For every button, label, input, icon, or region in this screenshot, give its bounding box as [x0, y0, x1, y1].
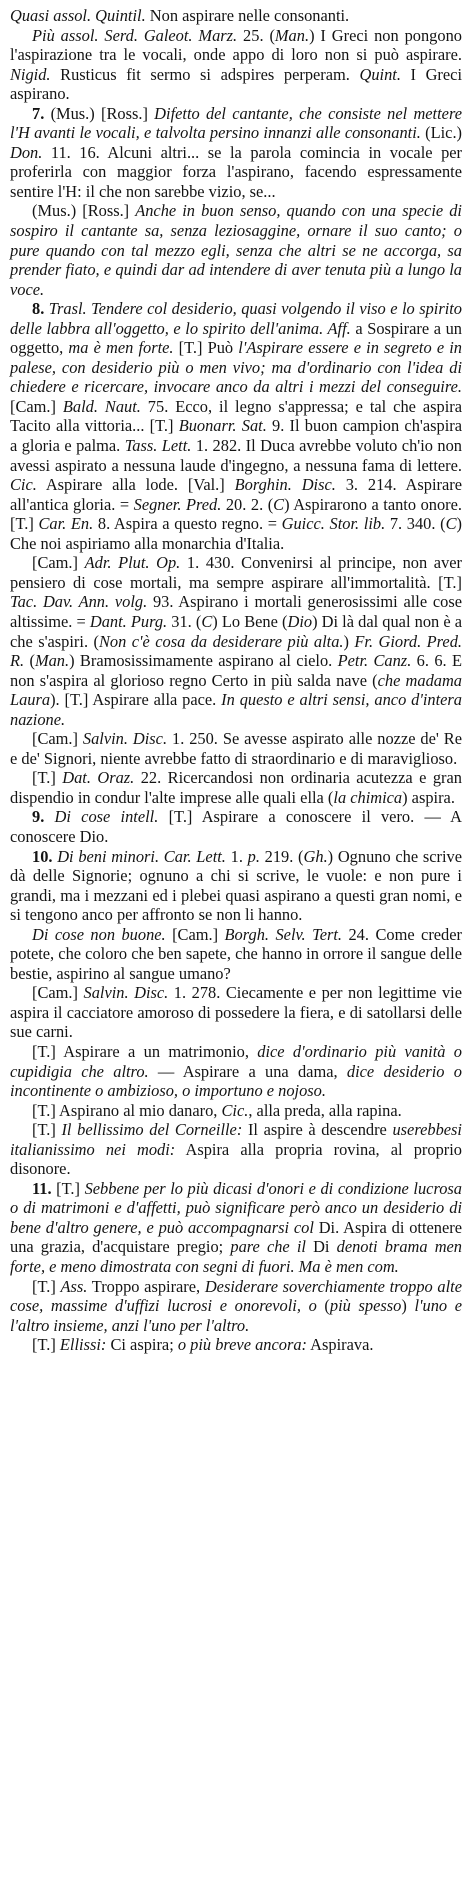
body-text: (Mus.) [Ross.]: [32, 201, 136, 221]
italic-text: In questo e altri sensi, anco d'intera nazione.: [10, 690, 463, 729]
sense-number: 9.: [32, 807, 45, 827]
italic-text: Ellissi:: [59, 1335, 107, 1355]
body-text: Aspirava.: [306, 1335, 374, 1355]
italic-text: Più assol. Serd. Galeot. Marz.: [32, 25, 238, 45]
italic-text: Man.: [34, 651, 70, 671]
body-text: [T.] Può: [173, 338, 239, 358]
italic-text: Man.: [274, 25, 310, 45]
italic-text: Dio: [287, 611, 313, 631]
body-text: (: [24, 651, 35, 671]
italic-text: Tass. Lett.: [124, 436, 192, 456]
entry-paragraph: [10, 1335, 462, 1355]
italic-text: C: [201, 611, 213, 631]
italic-text: Petr. Canz.: [337, 651, 412, 671]
italic-text: Dant. Purg.: [89, 611, 168, 631]
body-text: [T.]: [32, 1335, 60, 1355]
sense-number: 7.: [32, 103, 45, 123]
sense-number: 8.: [32, 299, 45, 319]
italic-text: Difetto del cantante, che consiste nel mettere l'H avanti le vocali, e talvolta persino innanzi alle consonanti.: [10, 103, 462, 143]
italic-text: Anche in buon senso, quando con una specie di sospiro il cantante sa, senza leziosaggine, ornare il suo canto; o pure quando con tal mezzo egli, senza che altri se ne accorga, sa prender fiato, e quindi dar ad intendere di aver tenuta più a lungo la voce.: [10, 201, 462, 299]
body-text: 25. (: [237, 25, 275, 45]
italic-text: Don.: [10, 142, 43, 162]
body-text: 1. 278. Ciecamente e per non legittime vie aspira il cacciatore amoroso di possedere la fiera, e di satollarsi delle sue carni.: [10, 983, 462, 1042]
body-text: 75. Ecco, il legno s'appressa; e tal che aspira Tacito alla vittoria... [T.]: [10, 396, 462, 436]
italic-text: Borghin. Disc.: [234, 475, 336, 495]
italic-text: Fr. Giord. Pred. R.: [10, 631, 462, 671]
body-text: [Cam.]: [165, 924, 225, 944]
italic-text: Il bellissimo del Corneille:: [61, 1120, 243, 1140]
italic-text: Adr. Plut. Op.: [84, 553, 181, 573]
entry-paragraph: [10, 1277, 462, 1336]
body-text: [T.]: [32, 1120, 62, 1140]
body-text: ) aspira.: [402, 787, 455, 807]
italic-text: Ass.: [60, 1276, 88, 1296]
body-text: ) Bramosissimamente aspirano al cielo.: [69, 651, 338, 671]
body-text: 11. 16. Alcuni altri... se la parola comincia in vocale per proferirla con maggior forza l'aspirano, facendo espressamente sentire l'H: il che non sarebbe vizio, se...: [10, 142, 462, 201]
body-text: , alla preda, alla rapina.: [248, 1100, 402, 1120]
body-text: [44, 807, 54, 826]
body-text: 7. 340. (: [385, 514, 446, 534]
italic-text: Tac. Dav. Ann. volg.: [10, 592, 148, 612]
body-text: 6. 6. E non s'aspira al glorioso regno Certo in più salda nave (: [10, 651, 462, 690]
body-text: Ci aspira;: [106, 1335, 178, 1355]
italic-text: denoti brama men forte, e meno dimostrata con segni di fuori. Ma è men com.: [10, 1237, 463, 1276]
body-text: [T.] Aspirano al mio danaro,: [32, 1100, 222, 1120]
italic-text: Cic.: [221, 1100, 249, 1120]
body-text: 8. Aspira a questo regno. =: [93, 514, 282, 534]
body-text: 22. Ricercandosi non ordinaria acutezza e gran dispendio in condur l'alte imprese alle quali ella (: [10, 768, 462, 807]
body-text: [T.] Aspirare a un matrimonio,: [32, 1041, 258, 1061]
body-text: 1.: [225, 846, 248, 866]
italic-text: Cic.: [10, 475, 37, 495]
italic-text: l'Aspirare essere e in segreto e in palese, con desiderio più o men vivo; ma d'ordinario con l'idea di chiedere e ricercare, invocare anco da altri i mezzi del conseguire.: [10, 338, 462, 397]
italic-text: Di beni minori. Car. Lett.: [57, 846, 226, 866]
body-text: Il aspire à descendre: [242, 1120, 393, 1140]
entry-paragraph: [10, 729, 462, 768]
body-text: ) Aspirarono a tanto onore. [T.]: [10, 494, 462, 534]
italic-text: Quasi assol. Quintil.: [10, 6, 146, 25]
body-text: ) Lo Bene (: [212, 611, 288, 631]
italic-text: Guicc. Stor. lib.: [281, 514, 386, 534]
body-text: 20. 2. (: [221, 494, 274, 514]
body-text: Di. Aspira di ottenere una grazia, d'acquistare pregio;: [10, 1217, 462, 1257]
body-text: ) Di là dal qual non è a che s'aspiri. (: [10, 611, 463, 651]
body-text: (: [316, 1296, 330, 1316]
body-text: (Lic.): [420, 123, 463, 143]
italic-text: Nigid.: [10, 64, 51, 84]
italic-text: Di cose intell.: [54, 807, 159, 827]
italic-text: che madama Laura: [10, 670, 462, 710]
body-text: 219. (: [259, 846, 304, 866]
italic-text: Di cose non buone.: [32, 924, 166, 944]
entry-paragraph: [10, 201, 462, 299]
body-text: ). [T.] Aspirare alla pace.: [50, 690, 222, 710]
body-text: — Aspirare a una dama,: [148, 1061, 347, 1081]
body-text: [T.]: [32, 1276, 61, 1296]
entry-paragraph: [10, 807, 462, 846]
entry-paragraph: [10, 1179, 462, 1277]
body-text: Di: [305, 1237, 337, 1257]
italic-text: pare che il: [230, 1237, 306, 1257]
italic-text: Buonarr. Sat.: [178, 416, 267, 436]
entry-paragraph: [10, 768, 462, 807]
body-text: 3. 214. Aspirare all'antica gloria. =: [10, 475, 462, 514]
entry-paragraph: [10, 847, 462, 925]
italic-text: Bald. Naut.: [62, 396, 141, 416]
body-text: [T.]: [51, 1178, 85, 1198]
body-text: Aspira alla propria rovina, al proprio disonore.: [10, 1139, 462, 1179]
body-text: a Sospirare a un oggetto,: [10, 318, 462, 358]
italic-text: dice desiderio o incontinente o ambizioso, o importuno e nojoso.: [10, 1061, 462, 1101]
entry-paragraph: [10, 1101, 462, 1121]
sense-number: 10.: [32, 846, 53, 866]
body-text: (Mus.) [Ross.]: [44, 103, 155, 123]
entry-paragraph: [10, 26, 462, 104]
body-text: Rusticus fit sermo si adspires perperam.: [50, 64, 360, 84]
italic-text: l'uno e l'altro insieme, anzi l'uno per l'altro.: [10, 1296, 463, 1335]
body-text: 1. 282. Il Duca avrebbe voluto ch'io non avessi aspirato a nessuna laude d'ingegno, a nessuna fama di lettere.: [10, 436, 462, 475]
italic-text: dice d'ordinario più vanità o cupidigia che altro.: [10, 1041, 462, 1081]
body-text: [Cam.]: [10, 396, 63, 416]
italic-text: Salvin. Disc.: [82, 729, 168, 749]
entry-paragraph: [10, 6, 462, 26]
body-text: 93. Aspirano i mortali generosissimi alle cose altissime. =: [10, 592, 463, 631]
italic-text: Quint.: [359, 64, 401, 84]
entry-paragraph: [10, 104, 462, 202]
body-text: 1. 430. Convenirsi al principe, non aver pensiero di cose mortali, ma sempre aspirare all'immortalità. [T.]: [10, 553, 462, 592]
body-text: 24. Come creder potete, che coloro che ben sapete, che hanno in orrore il sangue delle bestie, aspirino al sangue umano?: [10, 924, 462, 983]
italic-text: C: [445, 514, 457, 534]
italic-text: la chimica: [333, 787, 403, 807]
body-text: ) Che noi aspiriamo alla monarchia d'Italia.: [10, 514, 462, 553]
body-text: [Cam.]: [32, 729, 83, 749]
body-text: ) I Greci non pongono l'aspirazione tra le vocali, onde appo di loro non si può aspirare.: [10, 25, 462, 65]
body-text: 9. Il buon campion ch'aspira a gloria e palma.: [10, 416, 462, 456]
italic-text: userebbesi italianissimo nei modi:: [10, 1120, 462, 1159]
sense-number: 11.: [32, 1178, 52, 1198]
entry-paragraph: [10, 553, 462, 729]
italic-text: C: [273, 494, 285, 514]
body-text: I Greci aspirano.: [10, 64, 462, 104]
italic-text: Gh.: [303, 846, 328, 866]
italic-text: Sebbene per lo più dicasi d'onori e di condizione lucrosa o di matrimoni e d'affetti, può significare però anco un desiderio di bene d'altro genere, e può accompagnarsi col: [10, 1178, 462, 1237]
italic-text: ma è men forte.: [68, 338, 174, 358]
italic-text: Segner. Pred.: [133, 494, 222, 514]
body-text: Aspirare alla lode. [Val.]: [36, 475, 235, 495]
body-text: ) Ognuno che scrive dà delle Signorie; ognuno a chi si scrive, le vuole: e non pure i grandi, ma i mezzani ed i plebei quasi aspirano a questi gran nomi, e si tengono anco per affronto se non li hanno.: [10, 846, 462, 925]
italic-text: Borgh. Selv. Tert.: [224, 924, 343, 944]
italic-text: p.: [247, 846, 260, 866]
body-text: [T.]: [32, 768, 63, 788]
italic-text: o più breve ancora:: [177, 1335, 307, 1355]
body-text: ): [401, 1296, 415, 1316]
body-text: Non aspirare nelle consonanti.: [145, 6, 350, 25]
italic-text: Trasl. Tendere col desiderio, quasi volgendo il viso e lo spirito delle labbra all'oggetto, e lo spirito dell'anima. Aff.: [10, 299, 462, 338]
italic-text: più spesso: [329, 1296, 402, 1316]
entry-paragraph: [10, 299, 462, 553]
italic-text: Car. En.: [38, 514, 94, 534]
body-text: Troppo aspirare,: [87, 1276, 205, 1296]
italic-text: Dat. Oraz.: [62, 768, 135, 788]
italic-text: Salvin. Disc.: [83, 983, 169, 1003]
body-text: [Cam.]: [32, 983, 84, 1003]
body-text: 31. (: [167, 611, 202, 631]
entry-paragraph: [10, 1120, 462, 1179]
body-text: 1. 250. Se avesse aspirato alle nozze de' Re e de' Signori, niente avrebbe fatto di straordinario e di maraviglioso.: [10, 729, 462, 768]
italic-text: Non c'è cosa da desiderare più alta.: [98, 631, 344, 651]
body-text: ): [343, 631, 355, 651]
body-text: [Cam.]: [32, 553, 85, 573]
entry-paragraph: [10, 925, 462, 984]
entry-paragraph: [10, 983, 462, 1042]
entry-paragraph: [10, 1042, 462, 1101]
body-text: [T.] Aspirare a conoscere il vero. — A conoscere Dio.: [10, 807, 462, 846]
italic-text: Desiderare soverchiamente troppo alte cose, massime d'uffizi lucrosi e onorevoli, o: [10, 1276, 463, 1316]
